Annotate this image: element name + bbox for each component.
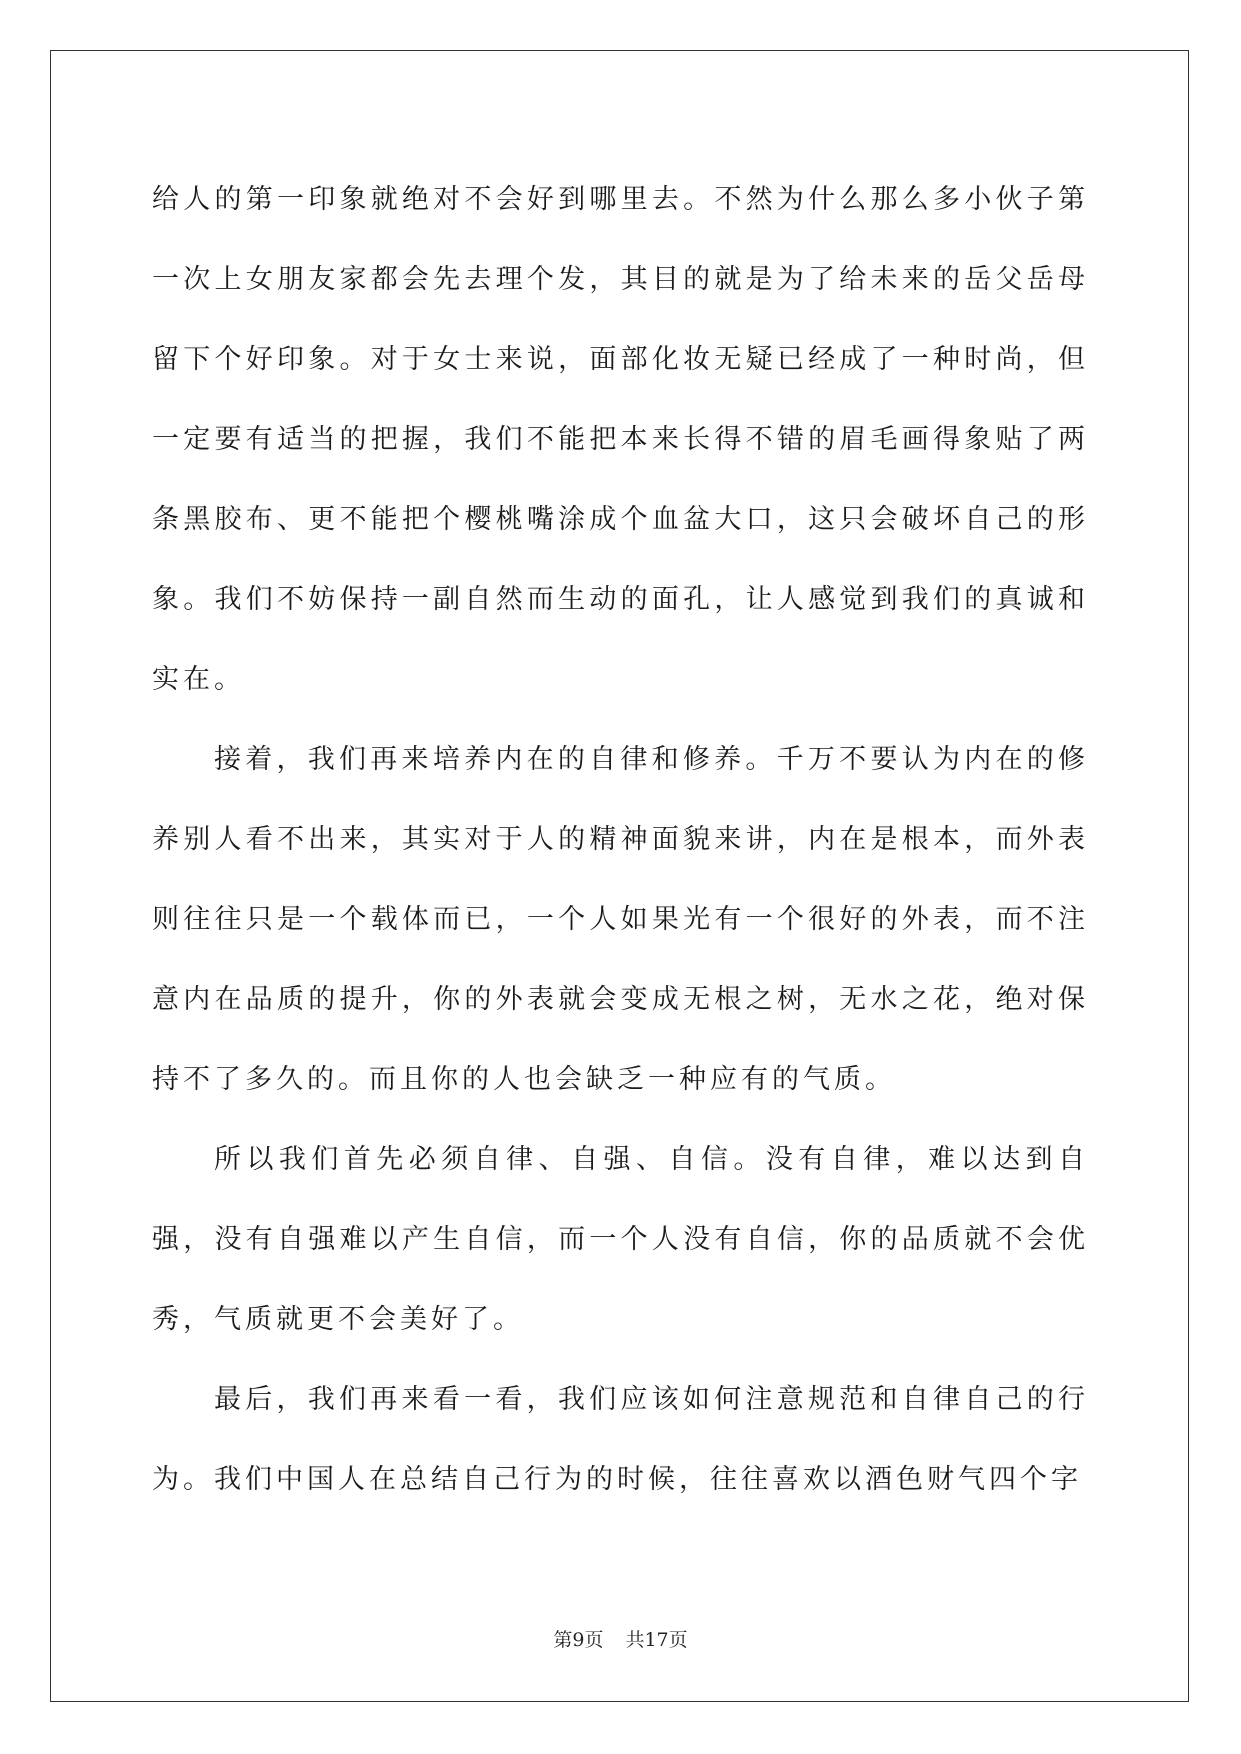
paragraph-3: 所以我们首先必须自律、自强、自信。没有自律，难以达到自强，没有自强难以产生自信，而一个人没有自信，你的品质就不会优秀，气质就更不会美好了。 <box>152 1144 1089 1335</box>
paragraph-2: 接着，我们再来培养内在的自律和修养。千万不要认为内在的修养别人看不出来，其实对于人的精神面貌来讲，内在是根本，而外表则往往只是一个载体而已，一个人如果光有一个很好的外表，而不注意内在品质的提升，你的外表就会变成无根之树，无水之花，绝对保持不了多久的。而且你的人也会缺乏一种应有的气质。 <box>152 744 1089 1095</box>
page-footer <box>0 1628 1241 1652</box>
page-total: 共17页 <box>625 1629 688 1651</box>
document-body <box>152 160 1089 1520</box>
paragraph-1: 给人的第一印象就绝对不会好到哪里去。不然为什么那么多小伙子第一次上女朋友家都会先去理个发，其目的就是为了给未来的岳父岳母留下个好印象。对于女士来说，面部化妆无疑已经成了一种时尚，但一定要有适当的把握，我们不能把本来长得不错的眉毛画得象贴了两条黑胶布、更不能把个樱桃嘴涂成个血盆大口，这只会破坏自己的形象。我们不妨保持一副自然而生动的面孔，让人感觉到我们的真诚和实在。 <box>152 184 1089 695</box>
paragraph-4: 最后，我们再来看一看，我们应该如何注意规范和自律自己的行为。我们中国人在总结自己行为的时候，往往喜欢以酒色财气四个字 <box>152 1384 1089 1495</box>
page-number: 第9页 <box>553 1629 604 1651</box>
